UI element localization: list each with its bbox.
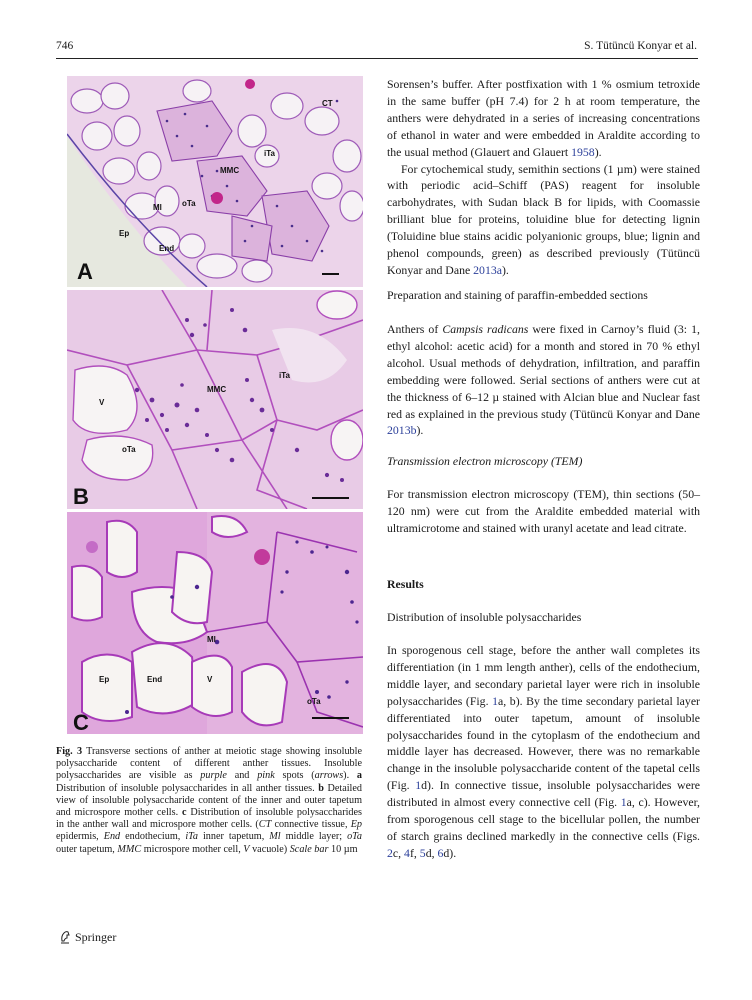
species-name: Campsis radicans — [442, 322, 529, 336]
caption-text: spots ( — [274, 770, 315, 782]
body-text: d). — [443, 845, 457, 860]
micrograph-b — [67, 290, 363, 509]
caption-italic: V — [243, 843, 250, 855]
body-text: Sorensen’s buffer. After postfixation with 1 % osmium tetroxide in the same buffer (pH 7.4) for 2 h at room temperature, the anthers were dehydrated in a series of increasing concentrations of ethanol in water and were embedded in Araldite according to the usual method (Glauert and Glauert — [387, 77, 700, 159]
label-mmc: MMC — [220, 166, 240, 175]
label-ct: CT — [322, 99, 333, 108]
section-heading-distribution: Distribution of insoluble polysaccharides — [387, 610, 582, 624]
body-text: For transmission electron microscopy (TEM), thin sections (50–120 nm) were cut from the Araldite embedded material with ultramicrotome and stained with uranyl acetate and lead citrate. — [387, 487, 700, 535]
caption-text: Distribution of insoluble polysaccharides in the anther wall and microspore mother cells. ( — [56, 807, 362, 831]
label-v: V — [99, 398, 105, 407]
caption-fig-label: Fig. 3 — [56, 746, 83, 757]
caption-text: Detailed view of insoluble polysaccharide content of the inner and outer tapetum and microspore mother cells. — [56, 782, 362, 819]
label-ml: Ml — [153, 203, 162, 212]
caption-italic: Ep — [350, 819, 363, 831]
publisher-footer — [58, 929, 116, 945]
figure-panel-a — [67, 76, 363, 287]
caption-text: epidermis, — [56, 831, 104, 843]
label-mmc: MMC — [207, 385, 227, 394]
label-ota: oTa — [122, 445, 136, 454]
caption-text: ). — [343, 770, 357, 782]
body-text: were fixed in Carnoy’s fluid (3: 1, ethyl alcohol: acetic acid) for a month and stored in 70 % ethyl alcohol. Usual methods of dehydration, infiltration, and paraffin embedding were followed. Serial sections of anthers were cut at the thickness of 6–12 µ stained with Alcian blue and Nuclear fast red as explained in the previous study (Tütüncü Konyar and Dane — [387, 322, 701, 421]
caption-italic: End — [103, 831, 121, 843]
label-ota: oTa — [307, 697, 321, 706]
figure-link[interactable]: 1 — [415, 778, 422, 793]
figure-panel-b — [67, 290, 363, 509]
figure-link[interactable]: 2 — [387, 845, 393, 860]
label-ml: Ml — [207, 635, 216, 644]
body-text: For cytochemical study, semithin sections (1 µm) were stained with periodic acid–Schiff (PAS) reagent for insoluble carbohydrates, with Sudan black B for lipids, with Coomassie brilliant blue for proteins, toluidine blue for detecting lignin (Toluidine blue stains acidic polyanionic groups, blue; lignin and phenol compounds, green) as described previously (Tütüncü Konyar and Dane — [387, 161, 700, 277]
label-v: V — [207, 675, 213, 684]
paragraph-fixation — [387, 76, 700, 279]
caption-italic: oTa — [347, 831, 362, 843]
caption-text: and — [226, 770, 258, 782]
paragraph-results — [387, 642, 700, 862]
caption-text: Distribution of insoluble polysaccharides in all anther tissues. — [56, 782, 319, 794]
citation-link[interactable]: 2013a — [473, 262, 502, 277]
publisher-name: Springer — [75, 929, 117, 944]
caption-italic: arrows — [314, 770, 344, 782]
caption-italic: purple — [200, 770, 227, 782]
citation-link[interactable]: 2013b — [387, 423, 417, 438]
panel-letter-c: C — [73, 710, 89, 734]
caption-italic: iTa — [185, 831, 198, 843]
header-rule — [56, 58, 698, 59]
section-heading-tem: Transmission electron microscopy (TEM) — [387, 454, 583, 468]
micrograph-c — [67, 512, 363, 734]
caption-text: Transverse sections of anther at meiotic stage showing insoluble polysaccharide content of different anther tissues. Insoluble polysaccharides are visible as — [56, 746, 362, 782]
body-text: ). — [594, 144, 602, 159]
paragraph-paraffin — [387, 321, 700, 439]
figure-link[interactable]: 6 — [437, 845, 444, 860]
caption-text: 10 µm — [328, 843, 358, 855]
caption-text: endothecium, — [120, 831, 186, 843]
caption-panel-a: a — [356, 770, 362, 782]
caption-text: inner tapetum, — [197, 831, 270, 843]
label-end: End — [159, 244, 175, 253]
caption-text: middle layer; — [280, 831, 348, 843]
caption-text: vacuole) — [249, 843, 290, 855]
label-ep: Ep — [99, 675, 110, 684]
caption-text: connective tissue, — [271, 819, 351, 831]
section-heading-results: Results — [387, 577, 424, 591]
running-head-authors: S. Tütüncü Konyar et al. — [584, 40, 697, 52]
body-text: Anthers of — [387, 322, 443, 336]
label-ota: oTa — [182, 199, 196, 208]
caption-panel-b: b — [318, 782, 324, 794]
label-ita: iTa — [264, 149, 275, 158]
panel-letter-b: B — [73, 484, 89, 509]
body-text: f, — [409, 845, 420, 860]
caption-italic: pink — [257, 770, 275, 782]
caption-italic: MMC — [117, 843, 142, 855]
figure-caption — [56, 746, 362, 856]
figure-link[interactable]: 1 — [492, 693, 499, 708]
figure-link[interactable]: 1 — [620, 795, 627, 810]
page-number: 746 — [56, 40, 74, 52]
micrograph-a — [67, 76, 363, 287]
springer-horse-icon — [58, 929, 72, 945]
panel-letter-a: A — [77, 259, 93, 284]
caption-italic: CT — [258, 819, 272, 831]
figure-link[interactable]: 4 — [404, 845, 410, 860]
body-text: a, b). By the time secondary parietal layer differentiated into outer tapetum, amount of insoluble polysaccharides found in the cytoplasm of the endothecium and middle layer has decreased. However, there was no remarkable change in the insoluble polysaccharide content of the tapetal cells (Fig. — [387, 693, 700, 793]
label-ita: iTa — [279, 371, 290, 380]
section-heading-paraffin: Preparation and staining of paraffin-embedded sections — [387, 288, 648, 302]
figure-link[interactable]: 5 — [419, 845, 426, 860]
body-text: c, — [392, 845, 405, 860]
body-text: a, c). However, from sporogenous cell stage to the bicellular pollen, the number of starch grains declined markedly in the connective cells (Figs. — [387, 795, 700, 843]
citation-link[interactable]: 1958 — [571, 144, 595, 159]
caption-text: outer tapetum, — [56, 843, 118, 855]
body-text: ). — [502, 262, 509, 277]
caption-panel-c: c — [181, 807, 187, 819]
caption-italic: Scale bar — [289, 843, 329, 855]
caption-text: microspore mother cell, — [141, 843, 244, 855]
figure-panel-c — [67, 512, 363, 734]
label-ep: Ep — [119, 229, 130, 238]
body-text: In sporogenous cell stage, before the anther wall completes its differentiation (in 1 mm length anther), cells of the endothecium, middle layer, and secondary parietal layer were rich in insoluble polysaccharides (Fig. — [387, 643, 700, 708]
body-text: d, — [425, 845, 438, 860]
body-text: d). In connective tissue, insoluble polysaccharides were distributed in almost every connective cell (Fig. — [387, 778, 700, 810]
paragraph-tem — [387, 486, 700, 537]
label-end: End — [147, 675, 163, 684]
caption-italic: Ml — [269, 831, 281, 843]
body-text: ). — [416, 423, 424, 438]
